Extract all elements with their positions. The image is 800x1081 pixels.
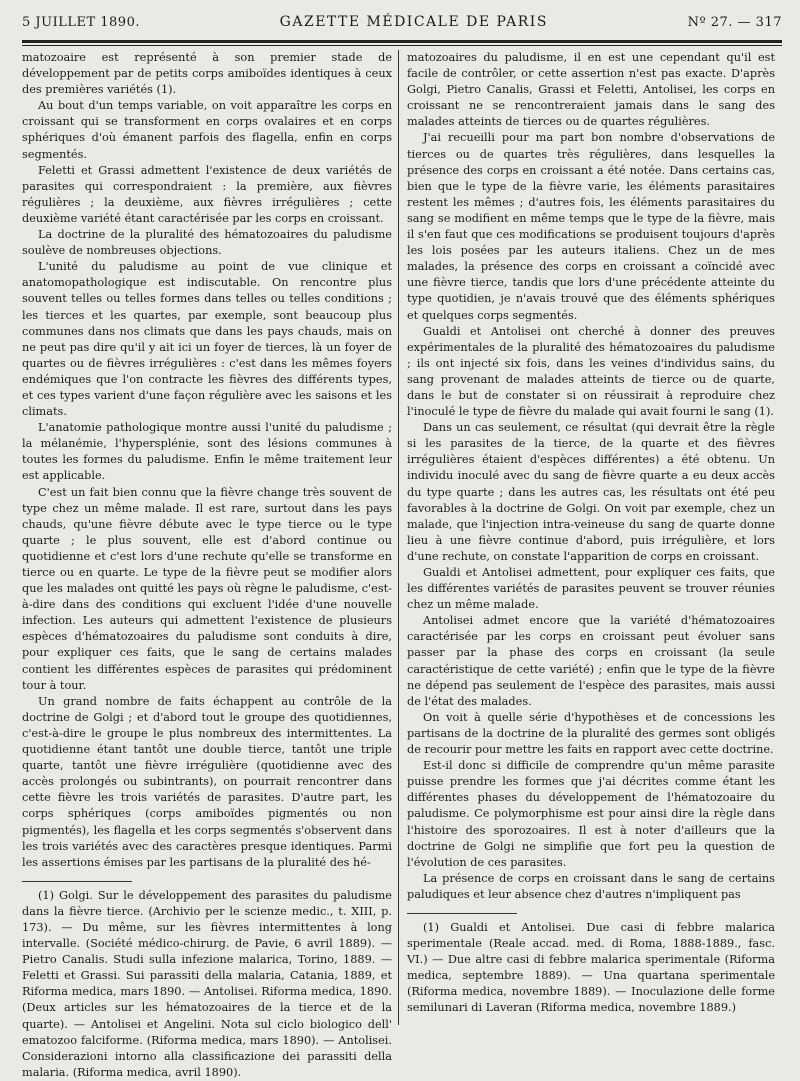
left-paragraph-1: matozoaire est représenté à son premier stade de développement par de petits corps amiboïdes identiques à ceux des premières variétés (1).: [22, 51, 392, 97]
page-header: [22, 14, 782, 34]
header-rule-thin: [22, 45, 782, 46]
left-footnote-rule: [22, 881, 132, 882]
left-paragraph-2: Au bout d'un temps variable, on voit apparaître les corps en croissant qui se transforment en corps ovalaires et en corps sphériques d'où émanent parfois des flagella, enfin en corps segmentés.: [22, 99, 392, 161]
left-column: [22, 50, 398, 1079]
header-rule-thick: [22, 40, 782, 43]
left-body: [22, 50, 392, 871]
left-footnote: (1) Golgi. Sur le développement des parasites du paludisme dans la fièvre tierce. (Archivio per le scienze medic., t. XIII, p. 173). — Du même, sur les fièvres intermittentes à long intervalle. (Société médico-chirurg. de Pavie, 6 avril 1889). — Pietro Canalis. Studi sulla infezione malarica, Torino, 1889. — Feletti et Grassi. Sui parassiti della malaria, Catania, 1889, et Riforma medica, mars 1890. — Antolisei. Riforma medica, 1890. (Deux articles sur les hématozoaires de la tierce et de la quarte). — Antolisei et Angelini. Nota sul ciclo biologico dell' ematozoo falciforme. (Riforma medica, mars 1890). — Antolisei. Considerazioni intorno alla classificazione dei parassiti della malaria. (Riforma medica, avril 1890).: [22, 888, 392, 1079]
right-paragraph-2: J'ai recueilli pour ma part bon nombre d'observations de tierces ou de quartes très régulières, dans lesquelles la présence des corps en croissant a été notée. Dans certains cas, bien que le type de la fièvre varie, les éléments parasitaires restent les mêmes ; d'autres fois, les éléments parasitaires du sang se modifient en même temps que le type de la fièvre, mais il s'en faut que ces modifications se produisent toujours d'après les lois posées par les auteurs italiens. Chez un de mes malades, la présence des corps en croissant a coïncidé avec une fièvre tierce, tandis que lors d'une précédente atteinte du type quotidien, je n'avais trouvé que des éléments sphériques et quelques corps segmentés.: [407, 131, 775, 322]
right-paragraph-1: matozoaires du paludisme, il en est une cependant qu'il est facile de contrôler, or cette assertion n'est pas exacte. D'après Golgi, Pietro Canalis, Grassi et Feletti, Antolisei, les corps en croissant ne se rencontreraient jamais dans le sang des malades atteints de tierces ou de quartes régulières.: [407, 51, 775, 129]
right-paragraph-4: Dans un cas seulement, ce résultat (qui devrait être la règle si les parasites de la tierce, de la quarte et des fièvres irrégulières étaient d'espèces différentes) a été obtenu. Un individu inoculé avec du sang de fièvre quarte a eu deux accès du type quarte ; dans les autres cas, les résultats ont été peu favorables à la doctrine de Golgi. On voit par exemple, chez un malade, que l'injection intra-veineuse du sang de quarte donne lieu à une fièvre continue d'abord, puis irrégulière, et lors d'une rechute, on constate l'apparition de corps en croissant.: [407, 421, 775, 563]
left-paragraph-4: La doctrine de la pluralité des hématozoaires du paludisme soulève de nombreuses objections.: [22, 228, 392, 258]
right-body: [407, 50, 775, 903]
right-paragraph-3: Gualdi et Antolisei ont cherché à donner des preuves expérimentales de la pluralité des hématozoaires du paludisme ; ils ont injecté six fois, dans les veines d'individus sains, du sang provenant de malades atteints de tierce ou de quarte, dans le but de constater si on réussirait à reproduire chez l'inoculé le type de fièvre du malade qui avait fourni le sang (1).: [407, 324, 775, 419]
right-footnote: (1) Gualdi et Antolisei. Due casi di febbre malarica sperimentale (Reale accad. med. di Roma, 1888-1889., fasc. VI.) — Due altre casi di febbre malarica sperimentale (Riforma medica, septembre 1889). — Una quartana sperimentale (Riforma medica, novembre 1889). — Inoculazione delle forme semilunari di Laveran (Riforma medica, novembre 1889.): [407, 920, 775, 1015]
right-paragraph-5: Gualdi et Antolisei admettent, pour expliquer ces faits, que les différentes variétés de parasites peuvent se trouver réunies chez un même malade.: [407, 566, 775, 612]
right-paragraph-6: Antolisei admet encore que la variété d'hématozoaires caractérisée par les corps en croissant peut évoluer sans passer par la phase des corps en croissant (la seule caractéristique de cette variété) ; enfin que le type de la fièvre ne dépend pas seulement de l'espèce des parasites, mais aussi de l'état des malades.: [407, 614, 775, 708]
right-paragraph-8: Est-il donc si difficile de comprendre qu'un même parasite puisse prendre les formes que j'ai décrites comme étant les différentes phases du développement de l'hématozoaire du paludisme. Ce polymorphisme est pour ainsi dire la règle dans l'histoire des sporozoaires. Il est à noter d'ailleurs que la doctrine de Golgi ne simplifie que fort peu la question de l'évolution de ces parasites.: [407, 759, 775, 869]
header-title: GAZETTE MÉDICALE DE PARIS: [279, 14, 548, 30]
right-footnote-rule: [407, 913, 517, 914]
left-paragraph-3: Feletti et Grassi admettent l'existence de deux variétés de parasites qui correspondraient : la première, aux fièvres régulières ; la deuxième, aux fièvres irrégulières ; cette deuxième variété étant caractérisée par les corps en croissant.: [22, 163, 392, 225]
header-page-number: Nº 27. — 317: [687, 15, 782, 30]
left-paragraph-8: Un grand nombre de faits échappent au contrôle de la doctrine de Golgi ; et d'abord tout le groupe des quotidiennes, c'est-à-dire le groupe le plus nombreux des intermittentes. La quotidienne étant tantôt une double tierce, tantôt une triple quarte, tantôt une fièvre irrégulière (quotidienne avec des accès prolongés ou subintrants), on pourrait rencontrer dans cette fièvre les trois variétés de parasites. D'autre part, les corps sphériques (corps amiboïdes pigmentés ou non pigmentés), les flagella et les corps segmentés s'observent dans les trois variétés avec des caractères presque identiques. Parmi les assertions émises par les partisans de la pluralité des hé-: [22, 694, 392, 869]
left-paragraph-5: L'unité du paludisme au point de vue clinique et anatomopathologique est indiscutable. On rencontre plus souvent telles ou telles formes dans telles ou telles conditions ; les tierces et les quartes, par exemple, sont beaucoup plus communes dans nos climats que dans les pays chauds, mais on ne peut pas dire qu'il y ait ici un foyer de tierces, là un foyer de quartes ou de fièvres irrégulières : c'est dans les mêmes foyers endémiques que l'on contracte les fièvres des différents types, et ces types varient d'une façon régulière avec les saisons et les climats.: [22, 260, 392, 419]
right-column: [399, 50, 775, 1025]
columns: [22, 50, 782, 1079]
left-paragraph-7: C'est un fait bien connu que la fièvre change très souvent de type chez un même malade. Il est rare, surtout dans les pays chauds, qu'une fièvre débute avec le type tierce ou le type quarte ; le plus souvent, elle est d'abord continue ou quotidienne et c'est lors d'une rechute qu'elle se transforme en tierce ou en quarte. Le type de la fièvre peut se modifier alors que les malades ont quitté les pays où règne le paludisme, c'est-à-dire dans des conditions qui excluent l'idée d'une nouvelle infection. Les auteurs qui admettent l'existence de plusieurs espèces d'hématozoaires du paludisme sont conduits à dire, pour expliquer ces faits, que le sang de certains malades contient les différentes espèces de parasites qui prédominent tour à tour.: [22, 485, 392, 692]
right-paragraph-7: On voit à quelle série d'hypothèses et de concessions les partisans de la doctrine de la pluralité des germes sont obligés de recourir pour mettre les faits en rapport avec cette doctrine.: [407, 710, 775, 757]
left-paragraph-6: L'anatomie pathologique montre aussi l'unité du paludisme ; la mélanémie, l'hypersplénie, sont des lésions communes à toutes les formes du paludisme. Enfin le même traitement leur est applicable.: [22, 421, 392, 483]
right-paragraph-9: La présence de corps en croissant dans le sang de certains paludiques et leur absence chez d'autres n'impliquent pas: [407, 871, 775, 901]
header-date: 5 JUILLET 1890.: [22, 15, 140, 30]
